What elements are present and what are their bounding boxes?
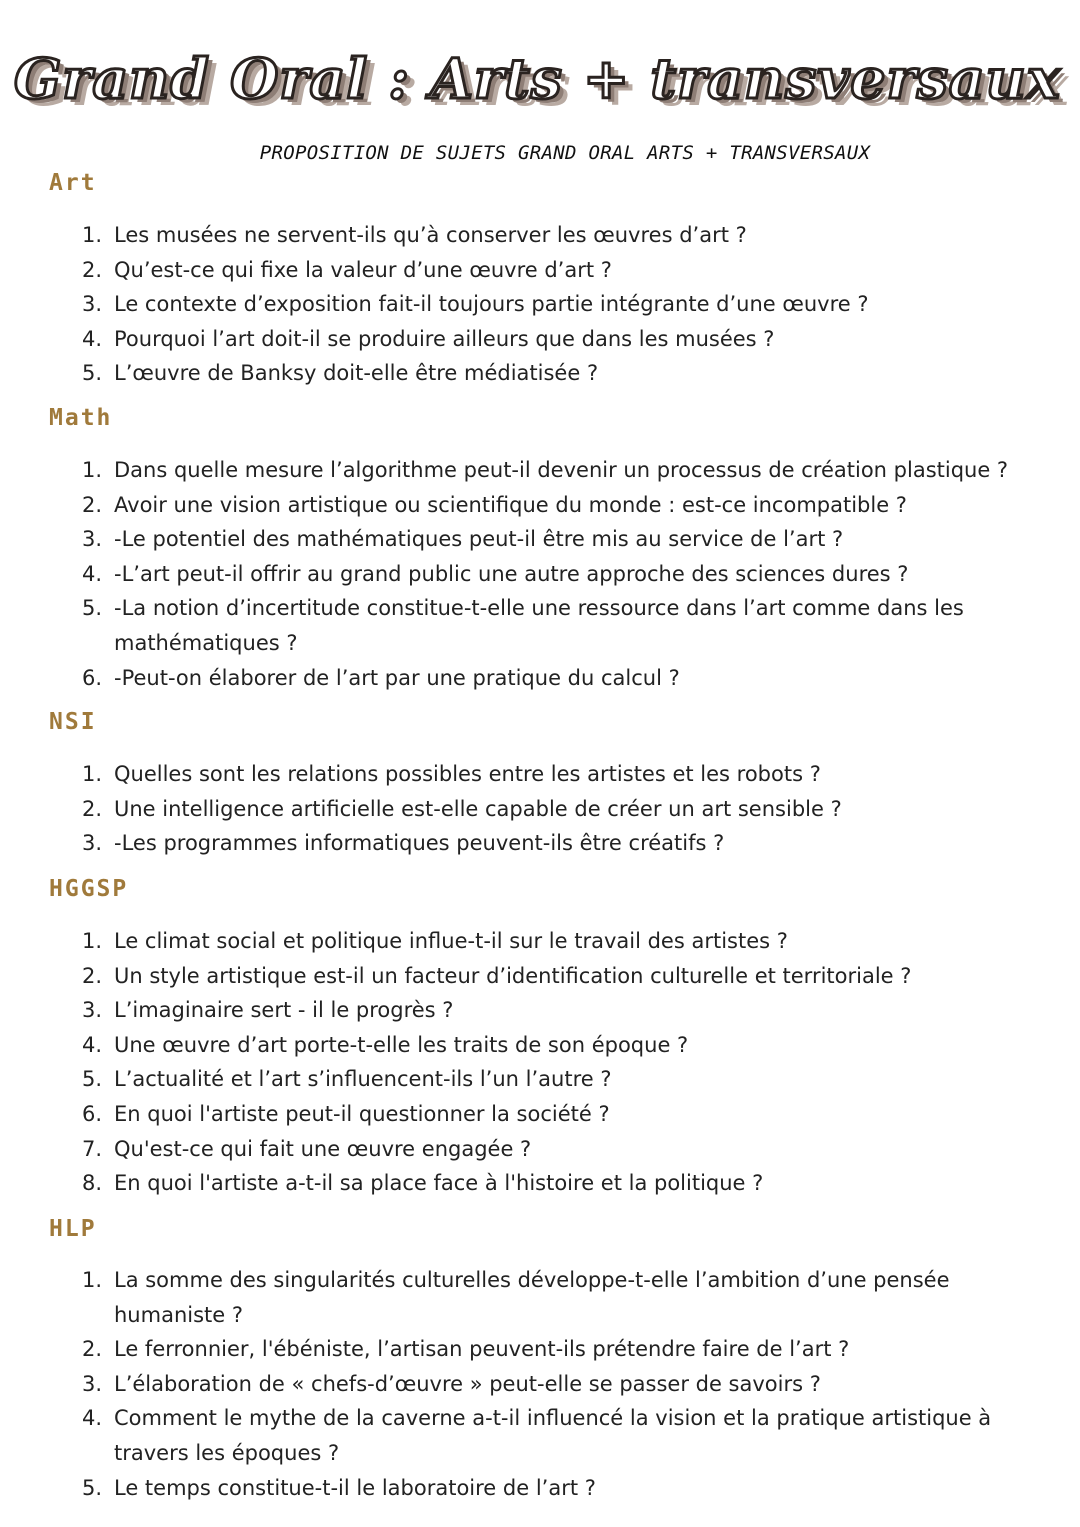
list-item xyxy=(82,1401,1022,1470)
question-list-art xyxy=(82,218,1022,391)
question-text: Le temps constitue-t-il le laboratoire de l’art ? xyxy=(114,1475,596,1500)
question-text: Dans quelle mesure l’algorithme peut-il devenir un processus de création plastique ? xyxy=(114,458,1009,482)
list-number: 3. xyxy=(82,831,103,856)
list-item xyxy=(82,1097,1022,1132)
question-text: Pourquoi l’art doit-il se produire ailleurs que dans les musées ? xyxy=(114,326,775,351)
list-number: 5. xyxy=(82,1475,103,1500)
list-number: 3. xyxy=(82,1371,103,1396)
list-item xyxy=(82,1367,1022,1402)
question-text: Une œuvre d’art porte-t-elle les traits de son époque ? xyxy=(114,1032,689,1057)
list-number: 4. xyxy=(82,1406,103,1431)
question-text: -Le potentiel des mathématiques peut-il être mis au service de l’art ? xyxy=(114,527,844,552)
question-text: -La notion d’incertitude constitue-t-elle une ressource dans l’art comme dans les mathématiques ? xyxy=(114,596,964,655)
list-item xyxy=(82,1062,1022,1097)
question-text: Le climat social et politique influe-t-il sur le travail des artistes ? xyxy=(114,929,788,953)
list-item xyxy=(82,1332,1022,1367)
question-text: -Les programmes informatiques peuvent-ils être créatifs ? xyxy=(114,831,725,856)
list-number: 6. xyxy=(82,1101,103,1126)
list-item xyxy=(82,356,1022,391)
list-item xyxy=(82,522,1022,557)
question-text: Un style artistique est-il un facteur d’identification culturelle et territoriale ? xyxy=(114,963,912,988)
list-number: 5. xyxy=(82,1067,103,1092)
page-title: Grand Oral : Arts + transversaux xyxy=(14,47,1061,112)
list-item xyxy=(82,1028,1022,1063)
list-number: 3. xyxy=(82,527,103,552)
list-item xyxy=(82,959,1022,994)
list-number: 1. xyxy=(82,223,103,247)
list-number: 4. xyxy=(82,326,103,351)
question-text: En quoi l'artiste peut-il questionner la société ? xyxy=(114,1101,610,1126)
question-text: Qu'est-ce qui fait une œuvre engagée ? xyxy=(114,1136,532,1161)
question-list-hggsp xyxy=(82,924,1022,1201)
question-text: L’élaboration de « chefs-d’œuvre » peut-elle se passer de savoirs ? xyxy=(114,1371,821,1396)
question-text: Comment le mythe de la caverne a-t-il influencé la vision et la pratique artistique à travers les époques ? xyxy=(114,1406,992,1465)
question-text: Une intelligence artificielle est-elle capable de créer un art sensible ? xyxy=(114,796,842,821)
list-item xyxy=(82,1166,1022,1201)
list-number: 2. xyxy=(82,796,103,821)
section-heading-art: Art xyxy=(49,170,97,196)
question-text: Quelles sont les relations possibles entre les artistes et les robots ? xyxy=(114,762,821,786)
list-item xyxy=(82,453,1022,488)
list-item xyxy=(82,757,1022,792)
list-number: 7. xyxy=(82,1136,103,1161)
question-text: En quoi l'artiste a-t-il sa place face à l'histoire et la politique ? xyxy=(114,1171,764,1196)
list-item xyxy=(82,253,1022,288)
list-item xyxy=(82,826,1022,861)
list-item xyxy=(82,488,1022,523)
question-text: Les musées ne servent-ils qu’à conserver les œuvres d’art ? xyxy=(114,223,747,247)
list-item xyxy=(82,792,1022,827)
list-item xyxy=(82,218,1022,253)
list-number: 1. xyxy=(82,458,103,482)
question-text: Le contexte d’exposition fait-il toujours partie intégrante d’une œuvre ? xyxy=(114,292,869,317)
section-heading-hlp: HLP xyxy=(49,1216,97,1242)
question-text: La somme des singularités culturelles développe-t-elle l’ambition d’une pensée humaniste ? xyxy=(114,1268,950,1327)
question-text: -L’art peut-il offrir au grand public une autre approche des sciences dures ? xyxy=(114,561,909,586)
list-item xyxy=(82,1471,1022,1506)
question-text: L’actualité et l’art s’influencent-ils l’un l’autre ? xyxy=(114,1067,612,1092)
list-number: 2. xyxy=(82,257,103,282)
section-heading-hggsp: HGGSP xyxy=(49,876,129,902)
question-text: L’imaginaire sert - il le progrès ? xyxy=(114,998,454,1023)
list-item xyxy=(82,557,1022,592)
question-list-nsi xyxy=(82,757,1022,861)
list-number: 3. xyxy=(82,998,103,1023)
list-item xyxy=(82,993,1022,1028)
list-item xyxy=(82,591,1022,660)
list-number: 1. xyxy=(82,929,103,953)
list-number: 5. xyxy=(82,596,103,621)
list-number: 1. xyxy=(82,1268,103,1292)
question-text: Avoir une vision artistique ou scientifique du monde : est-ce incompatible ? xyxy=(114,492,907,517)
question-text: -Peut-on élaborer de l’art par une pratique du calcul ? xyxy=(114,665,680,690)
title-banner xyxy=(0,30,1080,140)
list-number: 1. xyxy=(82,762,103,786)
list-number: 3. xyxy=(82,292,103,317)
question-text: Qu’est-ce qui fixe la valeur d’une œuvre d’art ? xyxy=(114,257,612,282)
list-item xyxy=(82,287,1022,322)
list-number: 6. xyxy=(82,665,103,690)
question-list-hlp xyxy=(82,1263,1022,1505)
page-subtitle: PROPOSITION DE SUJETS GRAND ORAL ARTS + TRANSVERSAUX xyxy=(259,142,871,164)
list-item xyxy=(82,661,1022,696)
list-item xyxy=(82,1132,1022,1167)
list-item xyxy=(82,1263,1022,1332)
question-text: Le ferronnier, l'ébéniste, l’artisan peuvent-ils prétendre faire de l’art ? xyxy=(114,1337,850,1362)
list-number: 2. xyxy=(82,963,103,988)
section-heading-nsi: NSI xyxy=(49,709,97,735)
list-number: 5. xyxy=(82,361,103,386)
list-number: 2. xyxy=(82,1337,103,1362)
list-number: 2. xyxy=(82,492,103,517)
question-text: L’œuvre de Banksy doit-elle être médiatisée ? xyxy=(114,361,599,386)
list-item xyxy=(82,924,1022,959)
list-number: 8. xyxy=(82,1171,103,1196)
list-number: 4. xyxy=(82,1032,103,1057)
question-list-math xyxy=(82,453,1022,695)
section-heading-math: Math xyxy=(49,405,113,431)
list-item xyxy=(82,322,1022,357)
list-number: 4. xyxy=(82,561,103,586)
